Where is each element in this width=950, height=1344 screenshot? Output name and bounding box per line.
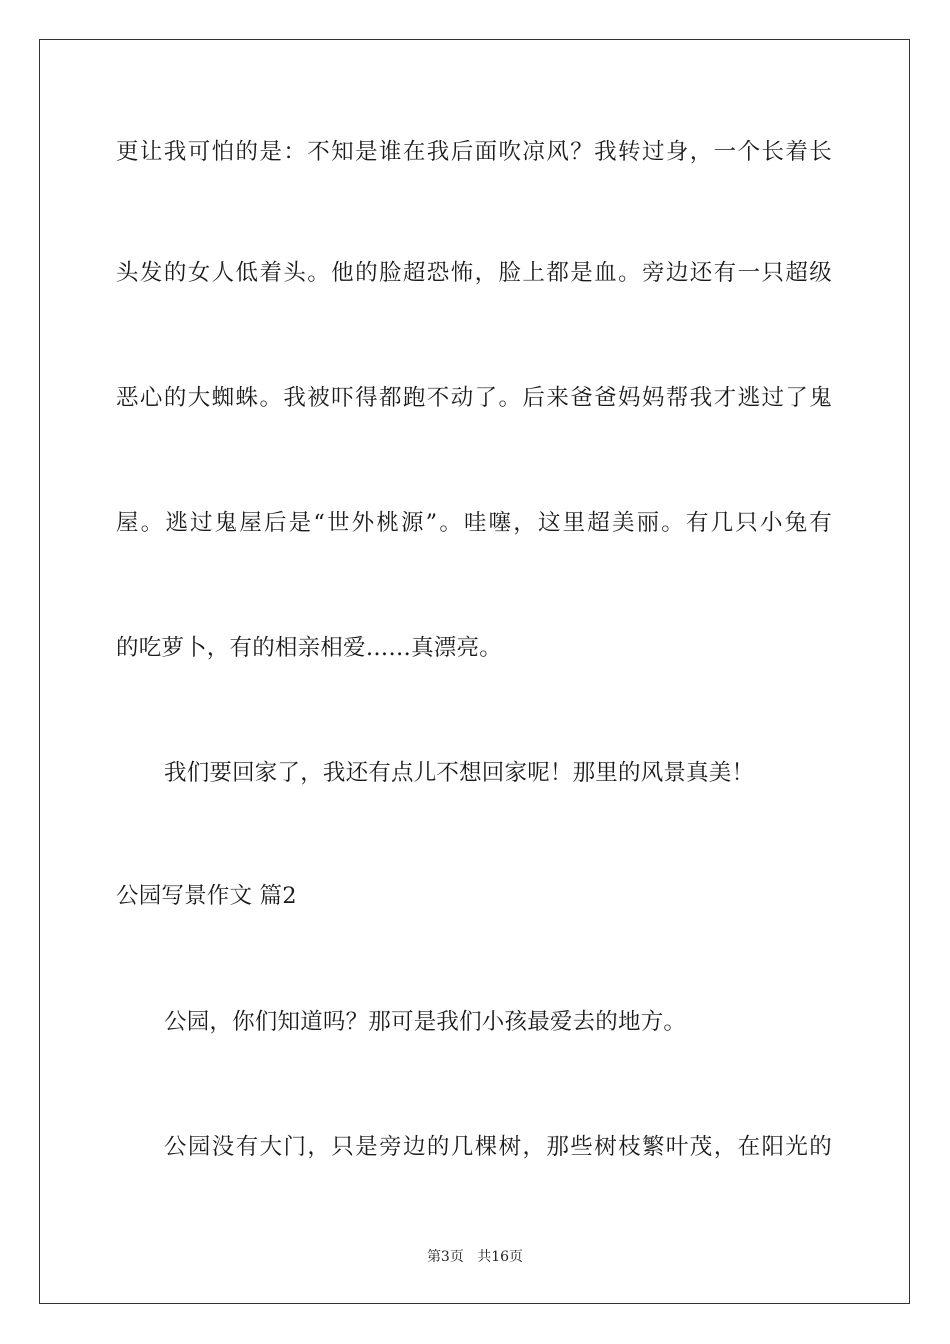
page-number: 第3页: [426, 1249, 464, 1265]
text-line: 的吃萝卜，有的相亲相爱……真漂亮。: [116, 635, 502, 661]
text-line: 更让我可怕的是：不知是谁在我后面吹凉风？我转过身，一个长着长: [116, 139, 832, 165]
section-heading: 公园写景作文 篇2: [116, 883, 297, 909]
text-line: 头发的女人低着头。他的脸超恐怖，脸上都是血。旁边还有一只超级: [116, 260, 832, 286]
paragraph-line: 我们要回家了，我还有点儿不想回家呢！那里的风景真美！: [164, 760, 755, 786]
page-border: [39, 39, 910, 1304]
page-total: 共16页: [477, 1249, 524, 1265]
text-line: 屋。逃过鬼屋后是“世外桃源”。哇噻，这里超美丽。有几只小兔有: [116, 510, 832, 536]
paragraph-line: 公园，你们知道吗？那可是我们小孩最爱去的地方。: [164, 1009, 687, 1035]
page-footer: [0, 1248, 950, 1266]
paragraph-line: 公园没有大门，只是旁边的几棵树，那些树枝繁叶茂，在阳光的: [164, 1134, 832, 1160]
text-line: 恶心的大蜘蛛。我被吓得都跑不动了。后来爸爸妈妈帮我才逃过了鬼: [116, 385, 832, 411]
